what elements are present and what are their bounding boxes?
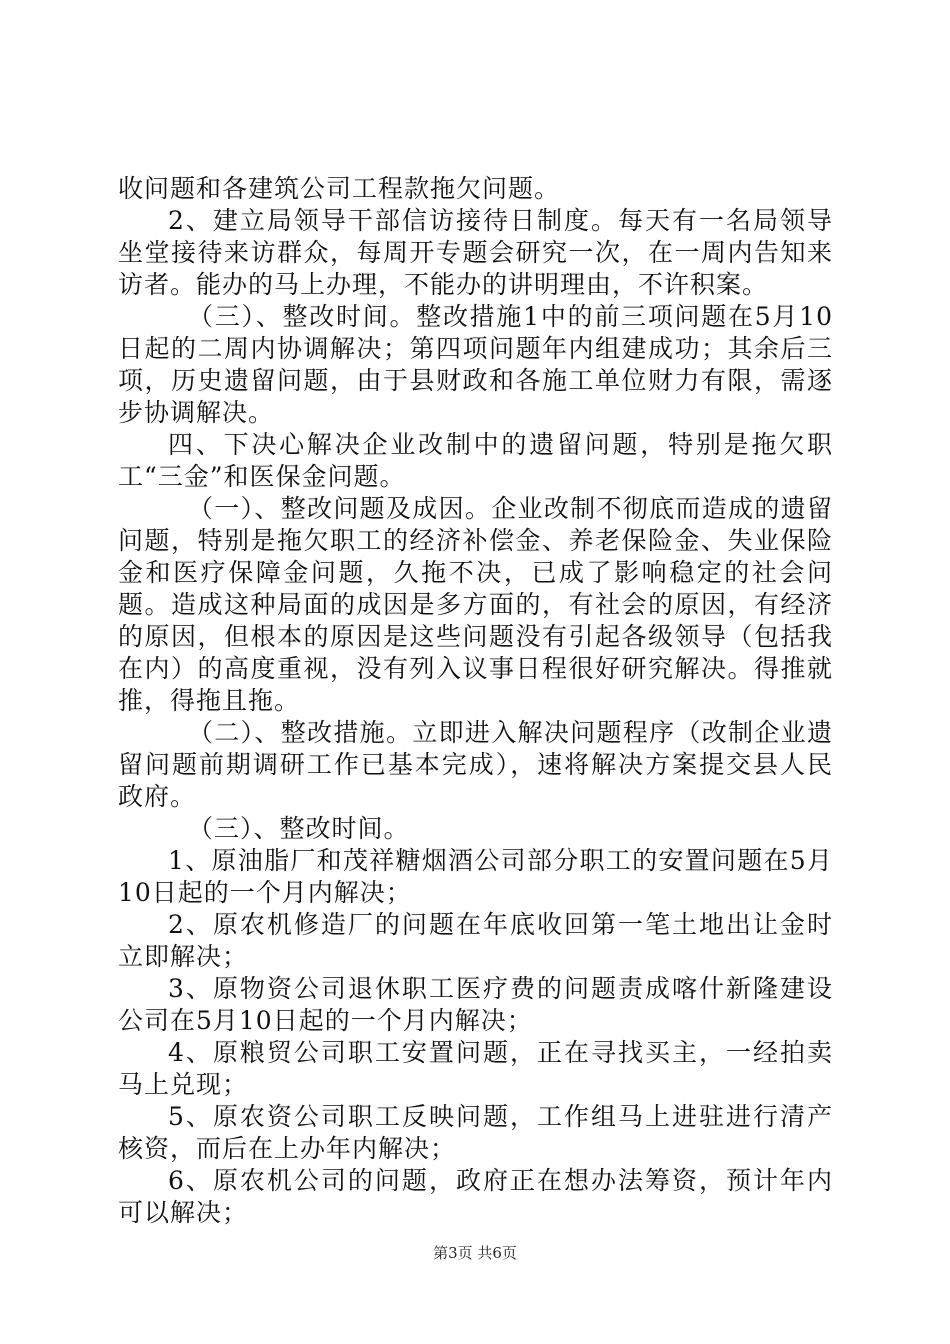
document-body	[118, 173, 833, 1229]
list-item: 2、原农机修造厂的问题在年底收回第一笔土地出让金时立即解决；	[118, 910, 833, 971]
paragraph: 收问题和各建筑公司工程款拖欠问题。	[118, 174, 561, 203]
list-item: 5、原农资公司职工反映问题，工作组马上进驻进行清产核资，而后在上办年内解决；	[118, 1102, 833, 1163]
paragraph: 2、建立局领导干部信访接待日制度。每天有一名局领导坐堂接待来访群众，每周开专题会研究一次，在一周内告知来访者。能办的马上办理，不能办的讲明理由，不许积案。	[118, 206, 833, 299]
paragraph: （三）、整改时间。	[188, 814, 410, 843]
paragraph: （三）、整改时间。整改措施1中的前三项问题在5月10日起的二周内协调解决；第四项问题年内组建成功；其余后三项，历史遗留问题，由于县财政和各施工单位财力有限，需逐步协调解决。	[118, 302, 833, 427]
paragraph: （一）、整改问题及成因。企业改制不彻底而造成的遗留问题，特别是拖欠职工的经济补偿金、养老保险金、失业保险金和医疗保障金问题，久拖不决，已成了影响稳定的社会问题。造成这种局面的成因是多方面的，有社会的原因，有经济的原因，但根本的原因是这些问题没有引起各级领导（包括我在内）的高度重视，没有列入议事日程很好研究解决。得推就推，得拖且拖。	[118, 494, 833, 715]
paragraph: 四、下决心解决企业改制中的遗留问题，特别是拖欠职工“三金”和医保金问题。	[118, 430, 833, 491]
list-item: 1、原油脂厂和茂祥糖烟酒公司部分职工的安置问题在5月10日起的一个月内解决；	[118, 846, 833, 907]
list-item: 3、原物资公司退休职工医疗费的问题责成喀什新隆建设公司在5月10日起的一个月内解决；	[118, 974, 833, 1035]
list-item: 4、原粮贸公司职工安置问题，正在寻找买主，一经拍卖马上兑现；	[118, 1038, 833, 1099]
list-item: 6、原农机公司的问题，政府正在想办法筹资，预计年内可以解决；	[118, 1166, 833, 1227]
paragraph: （二）、整改措施。立即进入解决问题程序（改制企业遗留问题前期调研工作已基本完成），速将解决方案提交县人民政府。	[118, 718, 833, 811]
page-number-footer: 第3页 共6页	[433, 1244, 517, 1262]
